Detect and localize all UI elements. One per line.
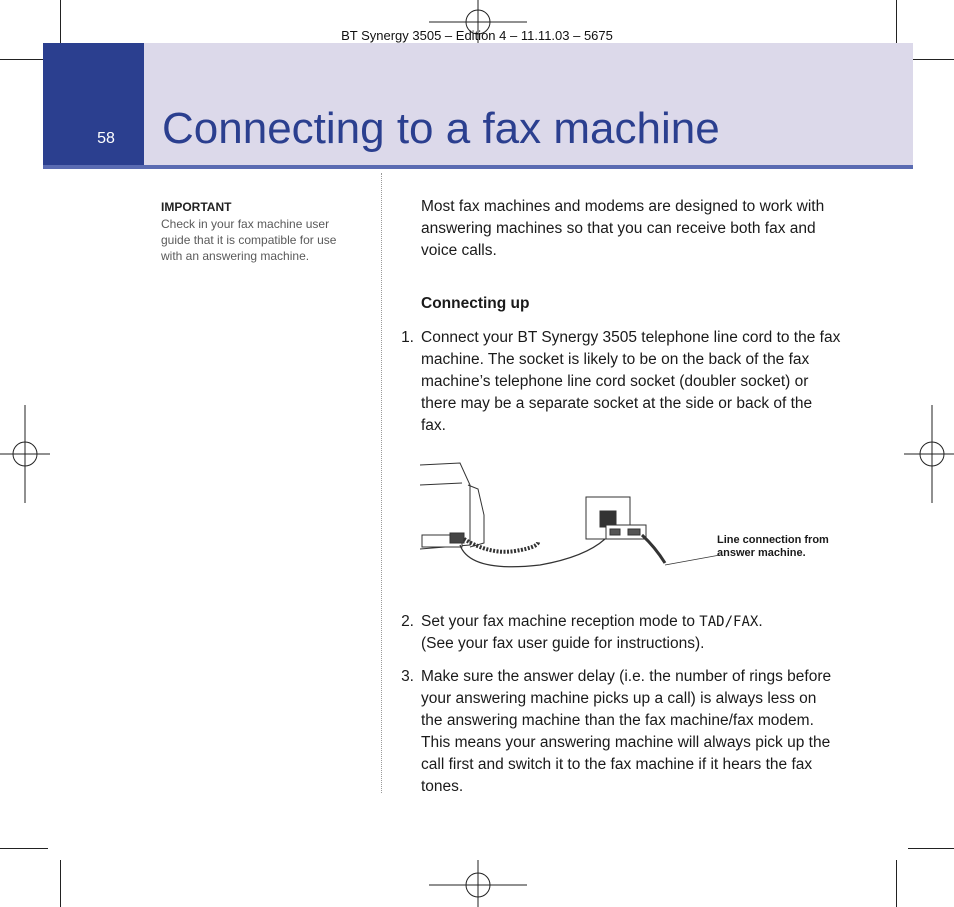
step-number: 3.	[401, 668, 414, 685]
page-number: 58	[97, 130, 115, 147]
doubler-socket-drawing	[586, 497, 646, 539]
registration-mark-bottom	[429, 860, 527, 907]
step-text: Connect your BT Synergy 3505 telephone line cord to the fax machine. The socket is likely to be on the back of the fax machine’s telephone line cord socket (doubler socket) or there may be a separate socket at the side or back of the fax.	[421, 329, 841, 434]
fax-connection-illustration	[420, 455, 720, 580]
step-number: 2.	[401, 613, 414, 630]
registration-mark-right	[904, 405, 954, 503]
step-text-part: Set your fax machine reception mode to	[421, 613, 700, 630]
line-from-answer-machine	[642, 535, 665, 563]
step-text	[421, 611, 841, 655]
intro-paragraph: Most fax machines and modems are designed to work with answering machines so that you can receive both fax and voice calls.	[421, 198, 825, 259]
registration-mark-left	[0, 405, 50, 503]
step-text-part: .	[758, 613, 763, 630]
reception-mode-value: TAD/FAX	[699, 614, 759, 630]
page-title: Connecting to a fax machine	[162, 104, 720, 153]
sidebar-heading: IMPORTANT	[161, 200, 232, 214]
step-text-part: (See your fax user guide for instructions).	[421, 635, 705, 652]
print-slug: BT Synergy 3505 – Edition 4 – 11.11.03 – 5675	[341, 28, 613, 43]
illustration-callout: Line connection from answer machine.	[717, 534, 829, 559]
step-text: Make sure the answer delay (i.e. the number of rings before your answering machine picks up a call) is always less on the answering machine than the fax machine/fax modem. This means your answering machine will always pick up the call first and switch it to the fax machine if it hears the fax tones.	[421, 668, 832, 795]
header-rule	[43, 165, 913, 169]
fax-machine-drawing	[420, 463, 484, 549]
step-number: 1.	[401, 329, 414, 346]
column-divider	[381, 173, 382, 793]
sidebar-body: Check in your fax machine user guide that it is compatible for use with an answering machine.	[161, 217, 337, 263]
section-subheading: Connecting up	[421, 295, 530, 312]
